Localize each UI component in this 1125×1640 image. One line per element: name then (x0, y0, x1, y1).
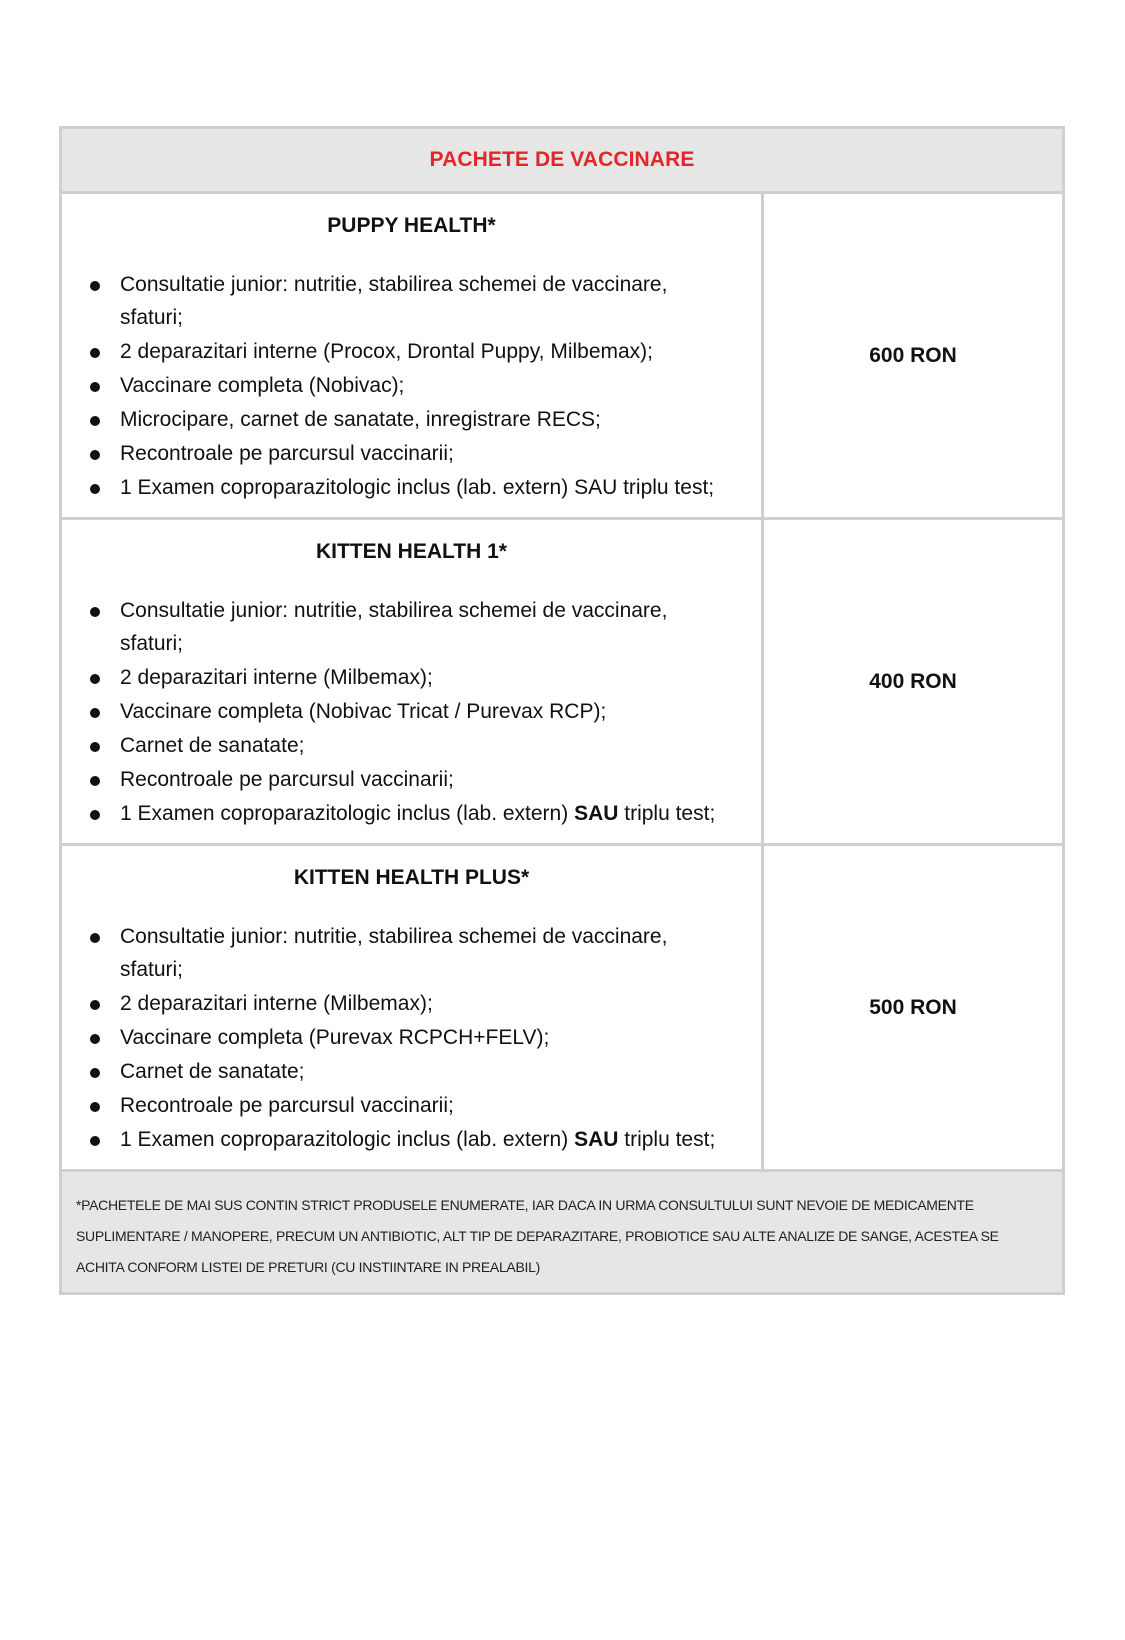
list-item-text-emphasis: SAU (574, 802, 619, 825)
list-item-text: Carnet de sanatate; (120, 1060, 305, 1083)
list-item-text: Vaccinare completa (Purevax RCPCH+FELV); (120, 1026, 550, 1049)
bullet-icon (90, 708, 100, 718)
list-item-text: triplu test; (618, 1128, 716, 1151)
footnote-text: *PACHETELE DE MAI SUS CONTIN STRICT PRODUSELE ENUMERATE, IAR DACA IN URMA CONSULTULUI SUNT NEVOIE DE MEDICAMENTE SUPLIMENTARE / MANOPERE, PRECUM UN ANTIBIOTIC, ALT TIP DE DEPARAZITARE, PROBIOTICE SAU ALTE ANALIZE DE SANGE, ACESTEA SE ACHITA CONFORM LISTEI DE PRETURI (CU INSTIINTARE IN PREALABIL) (76, 1197, 999, 1275)
package-price: 500 RON (869, 995, 957, 1019)
package-price-cell (764, 846, 1062, 1169)
list-item-text: Consultatie junior: nutritie, stabilirea schemei de vaccinare, sfaturi; (120, 925, 668, 981)
bullet-icon (90, 1034, 100, 1044)
list-item-text: triplu test; (617, 476, 715, 499)
list-item (120, 729, 761, 762)
list-item-text-emphasis: SAU (574, 476, 618, 499)
list-item (120, 987, 761, 1020)
list-item (120, 594, 730, 660)
package-price-cell (764, 520, 1062, 843)
list-item (120, 920, 730, 986)
list-item-text: Vaccinare completa (Nobivac); (120, 374, 405, 397)
list-item-text: Consultatie junior: nutritie, stabilirea schemei de vaccinare, sfaturi; (120, 599, 668, 655)
list-item-text: 2 deparazitari interne (Milbemax); (120, 666, 433, 689)
bullet-icon (90, 281, 100, 291)
bullet-icon (90, 742, 100, 752)
package-row-kitten-health-plus (62, 846, 1062, 1172)
bullet-icon (90, 1136, 100, 1146)
list-item-text: 1 Examen coproparazitologic inclus (lab. extern) (120, 1128, 575, 1151)
package-details (62, 520, 764, 843)
list-item (120, 1055, 761, 1088)
bullet-icon (90, 1102, 100, 1112)
vaccination-packages-table (59, 126, 1065, 1295)
bullet-icon (90, 607, 100, 617)
list-item (120, 369, 761, 402)
package-price: 600 RON (869, 343, 957, 367)
bullet-icon (90, 933, 100, 943)
list-item (120, 471, 761, 504)
list-item (120, 335, 761, 368)
list-item (120, 797, 761, 830)
package-title: PUPPY HEALTH* (327, 214, 496, 237)
list-item (120, 1123, 761, 1156)
package-details (62, 194, 764, 517)
list-item (120, 268, 730, 334)
package-row-kitten-health-1 (62, 520, 1062, 846)
package-details (62, 846, 764, 1169)
list-item (120, 661, 761, 694)
package-items-list (62, 920, 761, 1156)
bullet-icon (90, 450, 100, 460)
table-title: PACHETE DE VACCINARE (429, 148, 695, 171)
package-items-list (62, 594, 761, 830)
list-item-text: Vaccinare completa (Nobivac Tricat / Purevax RCP); (120, 700, 607, 723)
list-item-text: Carnet de sanatate; (120, 734, 305, 757)
bullet-icon (90, 1000, 100, 1010)
bullet-icon (90, 382, 100, 392)
list-item-text: Microcipare, carnet de sanatate, inregistrare RECS; (120, 408, 601, 431)
bullet-icon (90, 1068, 100, 1078)
list-item (120, 763, 761, 796)
list-item (120, 403, 761, 436)
list-item-text: Recontroale pe parcursul vaccinarii; (120, 768, 454, 791)
list-item (120, 1021, 761, 1054)
list-item-text-emphasis: SAU (574, 1128, 619, 1151)
table-footnote-row (62, 1172, 1062, 1292)
bullet-icon (90, 776, 100, 786)
package-price-cell (764, 194, 1062, 517)
list-item (120, 1089, 761, 1122)
package-price: 400 RON (869, 669, 957, 693)
package-title: KITTEN HEALTH 1* (316, 540, 507, 563)
table-header (62, 129, 1062, 194)
bullet-icon (90, 674, 100, 684)
list-item-text: 2 deparazitari interne (Milbemax); (120, 992, 433, 1015)
list-item (120, 437, 761, 470)
list-item-text: 2 deparazitari interne (Procox, Drontal Puppy, Milbemax); (120, 340, 654, 363)
list-item-text: 1 Examen coproparazitologic inclus (lab. extern) (120, 476, 575, 499)
list-item-text: Recontroale pe parcursul vaccinarii; (120, 442, 454, 465)
bullet-icon (90, 348, 100, 358)
list-item (120, 695, 761, 728)
list-item-text: triplu test; (618, 802, 716, 825)
bullet-icon (90, 810, 100, 820)
bullet-icon (90, 416, 100, 426)
bullet-icon (90, 484, 100, 494)
package-items-list (62, 268, 761, 504)
list-item-text: 1 Examen coproparazitologic inclus (lab. extern) (120, 802, 575, 825)
package-title: KITTEN HEALTH PLUS* (293, 866, 530, 889)
list-item-text: Recontroale pe parcursul vaccinarii; (120, 1094, 454, 1117)
list-item-text: Consultatie junior: nutritie, stabilirea schemei de vaccinare, sfaturi; (120, 273, 668, 329)
package-row-puppy-health (62, 194, 1062, 520)
